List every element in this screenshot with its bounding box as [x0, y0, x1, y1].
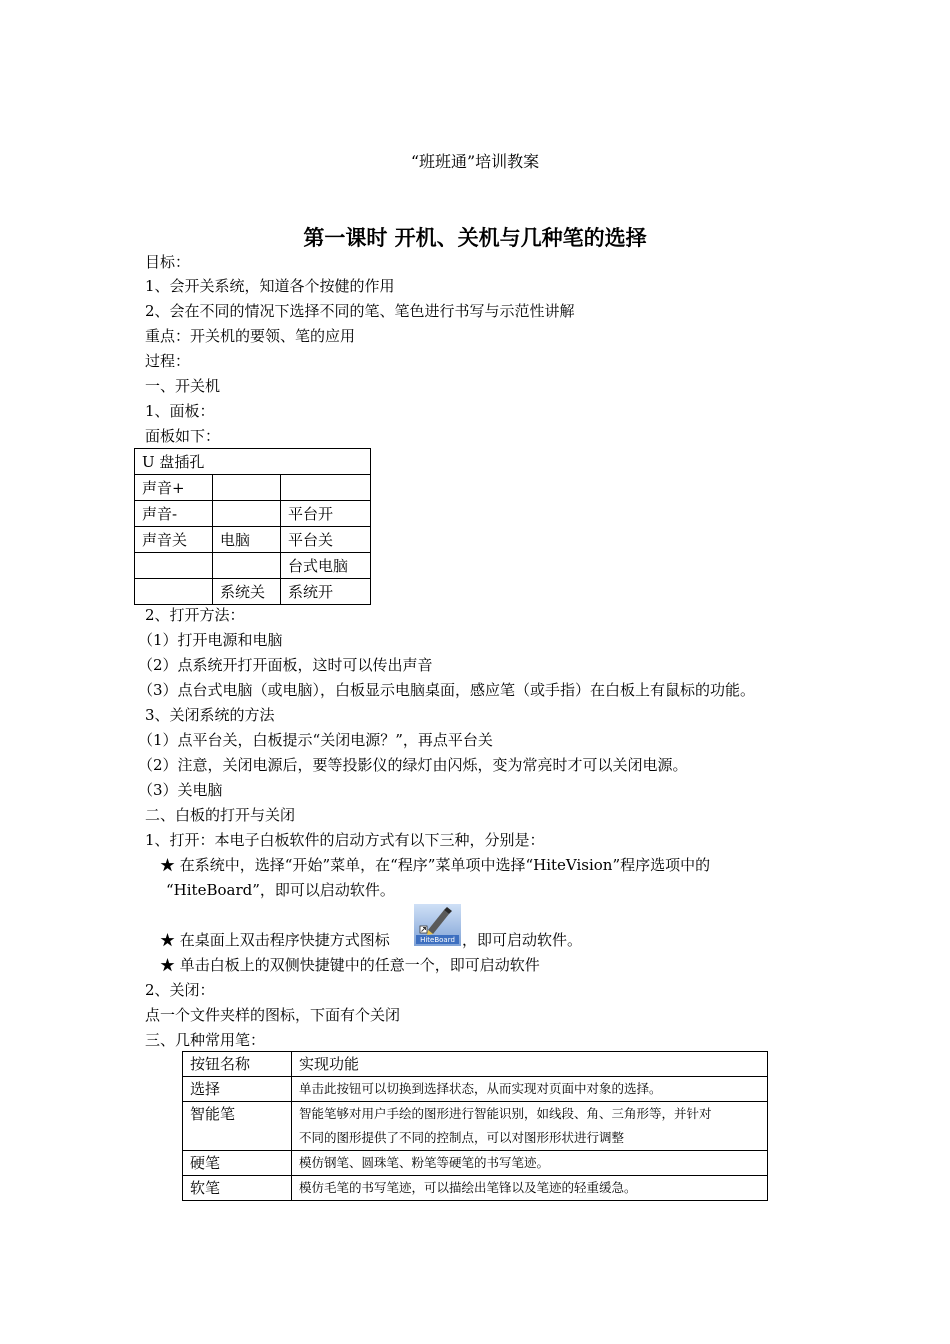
section-3-heading: 三、几种常用笔： — [145, 1031, 266, 1049]
section-2-heading: 二、白板的打开与关闭 — [145, 806, 296, 824]
start-method-2a: ★ 在桌面上双击程序快捷方式图标 — [160, 931, 390, 949]
goal-label: 目标： — [145, 253, 191, 271]
section-1-1: 1、面板： — [145, 402, 215, 420]
table-cell: 声音+ — [135, 475, 213, 501]
panel-intro: 面板如下： — [145, 427, 221, 445]
table-header-cell: 按钮名称 — [183, 1052, 292, 1077]
table-cell — [135, 579, 213, 605]
start-method-2b: ，即可启动软件。 — [462, 931, 583, 949]
table-row — [135, 501, 371, 527]
table-row — [135, 449, 371, 475]
table-cell: 单击此按钮可以切换到选择状态，从而实现对页面中对象的选择。 — [292, 1077, 768, 1102]
table-cell: 模仿毛笔的书写笔迹，可以描绘出笔锋以及笔迹的轻重缓急。 — [292, 1176, 768, 1201]
document-title: “班班通”培训教案 — [410, 152, 540, 171]
table-row — [183, 1102, 768, 1151]
start-method-1b: “HiteBoard”，即可以启动软件。 — [166, 881, 395, 899]
table-cell: 台式电脑 — [281, 553, 371, 579]
close-step-1: （1）点平台关，白板提示“关闭电源？”，再点平台关 — [138, 731, 493, 749]
open-step-3: （3）点台式电脑（或电脑），白板显示电脑桌面，感应笔（或手指）在白板上有鼠标的功能。 — [138, 681, 756, 699]
table-cell: 硬笔 — [183, 1151, 292, 1176]
open-step-1: （1）打开电源和电脑 — [138, 631, 283, 649]
key-points: 重点：开关机的要领、笔的应用 — [145, 327, 356, 345]
close-app-text: 点一个文件夹样的图标，下面有个关闭 — [145, 1006, 401, 1024]
close-step-2: （2）注意，关闭电源后，要等投影仪的绿灯由闪烁，变为常亮时才可以关闭电源。 — [138, 756, 688, 774]
section-2-2: 2、关闭： — [145, 981, 215, 999]
hiteboard-shortcut-icon — [414, 904, 461, 946]
table-row — [183, 1151, 768, 1176]
start-method-3: ★ 单击白板上的双侧快捷键中的任意一个，即可启动软件 — [160, 956, 540, 974]
table-row — [135, 579, 371, 605]
table-cell: 系统开 — [281, 579, 371, 605]
table-row — [183, 1077, 768, 1102]
table-row — [135, 553, 371, 579]
table-cell: 软笔 — [183, 1176, 292, 1201]
table-cell: 模仿钢笔、圆珠笔、粉笔等硬笔的书写笔迹。 — [292, 1151, 768, 1176]
table-cell: 平台关 — [281, 527, 371, 553]
start-method-1a: ★ 在系统中，选择“开始”菜单，在“程序”菜单项中选择“HiteVision”程序选项中的 — [160, 856, 711, 874]
goal-item-2: 2、会在不同的情况下选择不同的笔、笔色进行书写与示范性讲解 — [145, 302, 575, 320]
icon-caption: HiteBoard — [420, 936, 455, 944]
section-2-1: 1、打开：本电子白板软件的启动方式有以下三种，分别是： — [145, 831, 545, 849]
table-cell: U 盘插孔 — [135, 449, 371, 475]
table-cell — [292, 1102, 768, 1151]
table-row — [183, 1176, 768, 1201]
table-cell — [213, 475, 281, 501]
lesson-title: 第一课时 开机、关机与几种笔的选择 — [303, 225, 647, 250]
desc-line: 不同的图形提供了不同的控制点，可以对图形形状进行调整 — [299, 1130, 625, 1145]
section-1-heading: 一、开关机 — [145, 377, 221, 395]
pen-types-table — [182, 1051, 768, 1201]
table-cell: 选择 — [183, 1077, 292, 1102]
table-cell — [213, 553, 281, 579]
table-cell: 智能笔 — [183, 1102, 292, 1151]
table-cell: 平台开 — [281, 501, 371, 527]
table-row — [183, 1052, 768, 1077]
table-row — [135, 475, 371, 501]
panel-layout-table — [134, 448, 371, 605]
process-label: 过程： — [145, 352, 191, 370]
table-row — [135, 527, 371, 553]
desc-line: 智能笔够对用户手绘的图形进行智能识别，如线段、角、三角形等，并针对 — [299, 1106, 712, 1121]
table-cell: 系统关 — [213, 579, 281, 605]
table-cell: 声音关 — [135, 527, 213, 553]
table-header-cell: 实现功能 — [292, 1052, 768, 1077]
table-cell: 电脑 — [213, 527, 281, 553]
open-step-2: （2）点系统开打开面板，这时可以传出声音 — [138, 656, 433, 674]
table-cell — [213, 501, 281, 527]
goal-item-1: 1、会开关系统，知道各个按健的作用 — [145, 277, 395, 295]
table-cell — [135, 553, 213, 579]
table-cell — [281, 475, 371, 501]
section-1-3: 3、关闭系统的方法 — [145, 706, 275, 724]
table-cell: 声音- — [135, 501, 213, 527]
section-1-2: 2、打开方法： — [145, 606, 245, 624]
close-step-3: （3）关电脑 — [138, 781, 223, 799]
